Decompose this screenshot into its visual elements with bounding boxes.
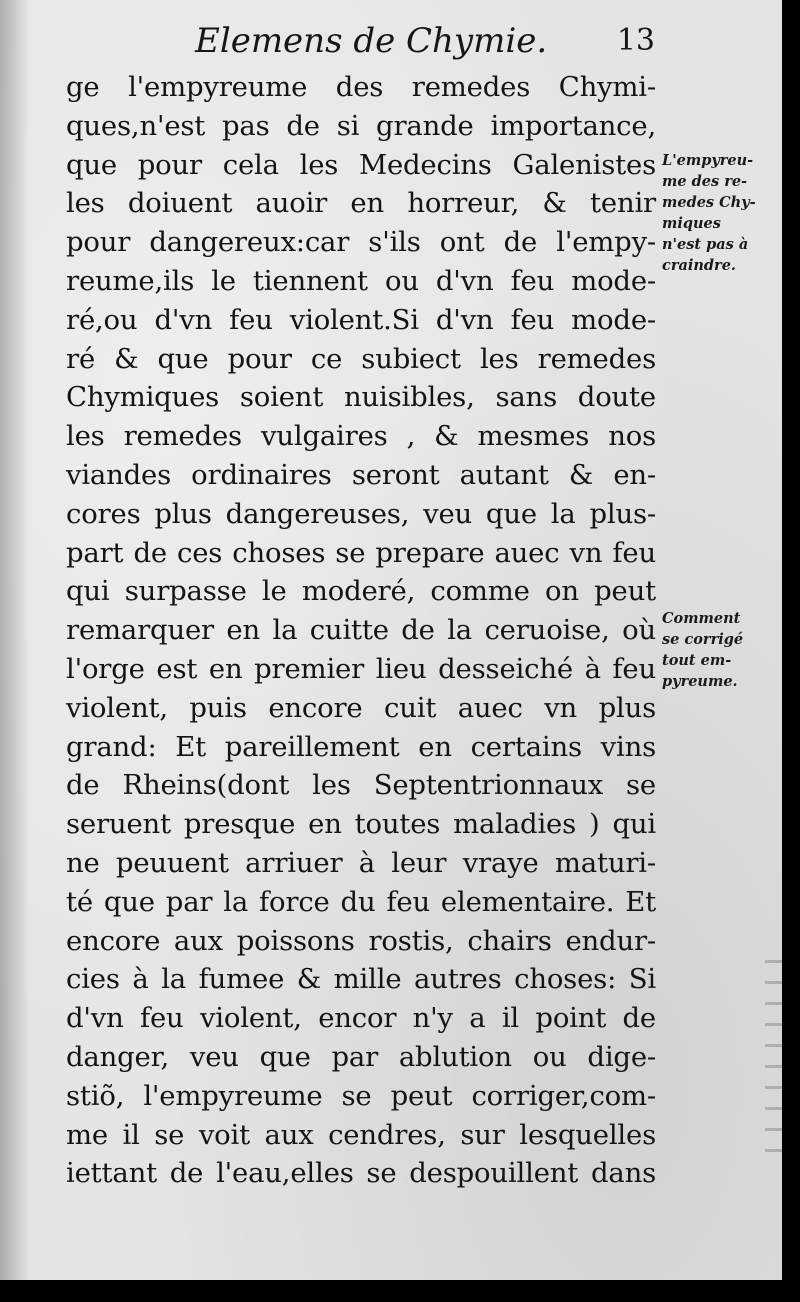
- text-line: d'vn feu violent, encor n'y a il point de: [66, 1002, 656, 1035]
- text-line: ne peuuent arriuer à leur vraye maturi-: [66, 846, 656, 879]
- text-line: grand: Et pareillement en certains vins: [66, 730, 656, 763]
- margin-note-line: medes Chy-: [662, 194, 756, 211]
- text-line: que pour cela les Medecins Galenistes: [66, 148, 656, 181]
- margin-note-line: se corrigé: [662, 631, 744, 648]
- text-line: encore aux poissons rostis, chairs endur-: [66, 924, 656, 957]
- text-line: seruent presque en toutes maladies ) qui: [66, 808, 656, 841]
- text-line: iettant de l'eau,elles se despouillent dans: [66, 1157, 656, 1190]
- text-line: l'orge est en premier lieu desseiché à feu: [66, 652, 656, 685]
- text-line: me il se voit aux cendres, sur lesquelles: [66, 1118, 656, 1151]
- text-line: les remedes vulgaires , & mesmes nos: [66, 420, 656, 453]
- page-header: [195, 16, 655, 66]
- spine-shadow: [0, 0, 30, 1280]
- margin-note-line: n'est pas à: [662, 236, 749, 253]
- text-line: ques,n'est pas de si grande importance,: [66, 109, 656, 142]
- text-line: té que par la force du feu elementaire. Et: [66, 885, 656, 918]
- margin-note-correction: [662, 608, 743, 692]
- text-line: reume,ils le tiennent ou d'vn feu mode-: [66, 264, 656, 297]
- text-line: part de ces choses se prepare auec vn feu: [66, 536, 656, 569]
- margin-note-line: miques: [662, 215, 721, 232]
- body-text: [66, 68, 656, 1193]
- text-line: stiõ, l'empyreume se peut corriger,com-: [66, 1079, 656, 1112]
- text-line: les doiuent auoir en horreur, & tenir: [66, 187, 656, 220]
- page-number: 13: [616, 23, 655, 58]
- margin-note-line: tout em-: [662, 652, 732, 669]
- margin-note-line: craindre.: [662, 257, 736, 274]
- text-line: Chymiques soient nuisibles, sans doute: [66, 381, 656, 414]
- text-line: remarquer en la cuitte de la ceruoise, où: [66, 614, 656, 647]
- text-line: violent, puis encore cuit auec vn plus: [66, 691, 656, 724]
- text-line: ge l'empyreume des remedes Chymi-: [66, 71, 656, 103]
- text-line: viandes ordinaires seront autant & en-: [66, 458, 656, 491]
- running-title: Elemens de Chymie.: [195, 21, 548, 61]
- text-line: ré & que pour ce subiect les remedes: [66, 342, 656, 375]
- margin-note-line: L'empyreu-: [662, 152, 754, 169]
- show-through-text: [765, 960, 782, 1160]
- margin-note-line: me des re-: [662, 173, 748, 190]
- text-line: danger, veu que par ablution ou dige-: [66, 1040, 656, 1073]
- text-line: ré,ou d'vn feu violent.Si d'vn feu mode-: [66, 303, 656, 336]
- text-line: cies à la fumee & mille autres choses: Si: [66, 963, 656, 996]
- margin-note-empyreume: [662, 150, 756, 276]
- text-line: de Rheins(dont les Septentrionnaux se: [66, 769, 656, 802]
- text-line: pour dangereux:car s'ils ont de l'empy-: [66, 226, 656, 259]
- text-line: cores plus dangereuses, veu que la plus-: [66, 497, 656, 530]
- text-line: qui surpasse le moderé, comme on peut: [66, 575, 656, 608]
- margin-note-line: pyreume.: [662, 673, 738, 690]
- margin-note-line: Comment: [662, 610, 741, 627]
